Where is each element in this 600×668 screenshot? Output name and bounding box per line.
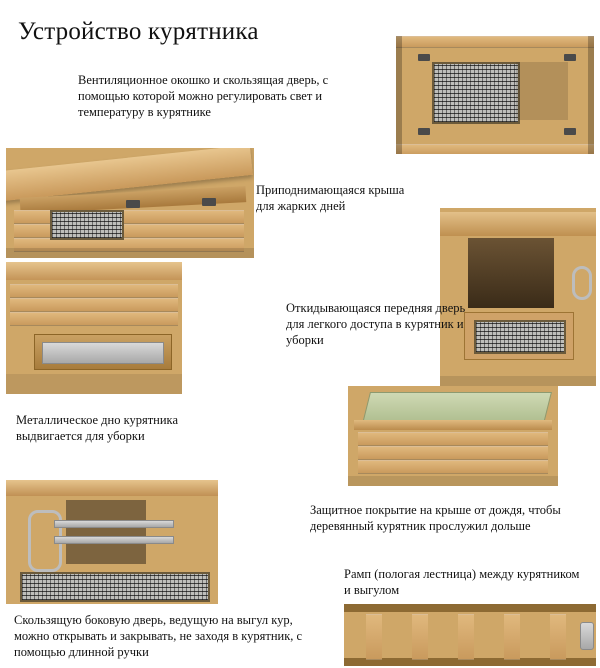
caption-ventilation: Вентиляционное окошко и скользящая дверь, с помощью которой можно регулировать свет и температуру в курятнике	[78, 73, 329, 119]
ramp-photo	[344, 604, 596, 666]
caption-front-door: Откидывающаяся передняя дверь для легкого доступа в курятник и уборки	[286, 301, 466, 347]
page-title: Устройство курятника	[18, 18, 259, 45]
caption-side-door: Скользящую боковую дверь, ведущую на выгул кур, можно открывать и закрывать, не заходя в курятник, с помощью длинной ручки	[14, 613, 303, 659]
caption-roof-cover: Защитное покрытие на крыше от дождя, чтобы деревянный курятник прослужил дольше	[310, 503, 561, 533]
caption-ramp: Рамп (пологая лестница) между курятником и выгулом	[344, 567, 580, 597]
caption-metal-floor: Металлическое дно курятника выдвигается для уборки	[16, 413, 178, 443]
metal-floor-tray-photo	[6, 262, 182, 394]
roof-cover-photo	[348, 386, 558, 486]
caption-lifting-roof: Приподнимающаяся крыша для жарких дней	[256, 183, 405, 213]
ventilation-window-photo	[396, 36, 594, 154]
side-door-handle-photo	[6, 480, 218, 604]
open-front-door-photo	[440, 208, 596, 386]
lifting-roof-photo	[6, 148, 254, 258]
